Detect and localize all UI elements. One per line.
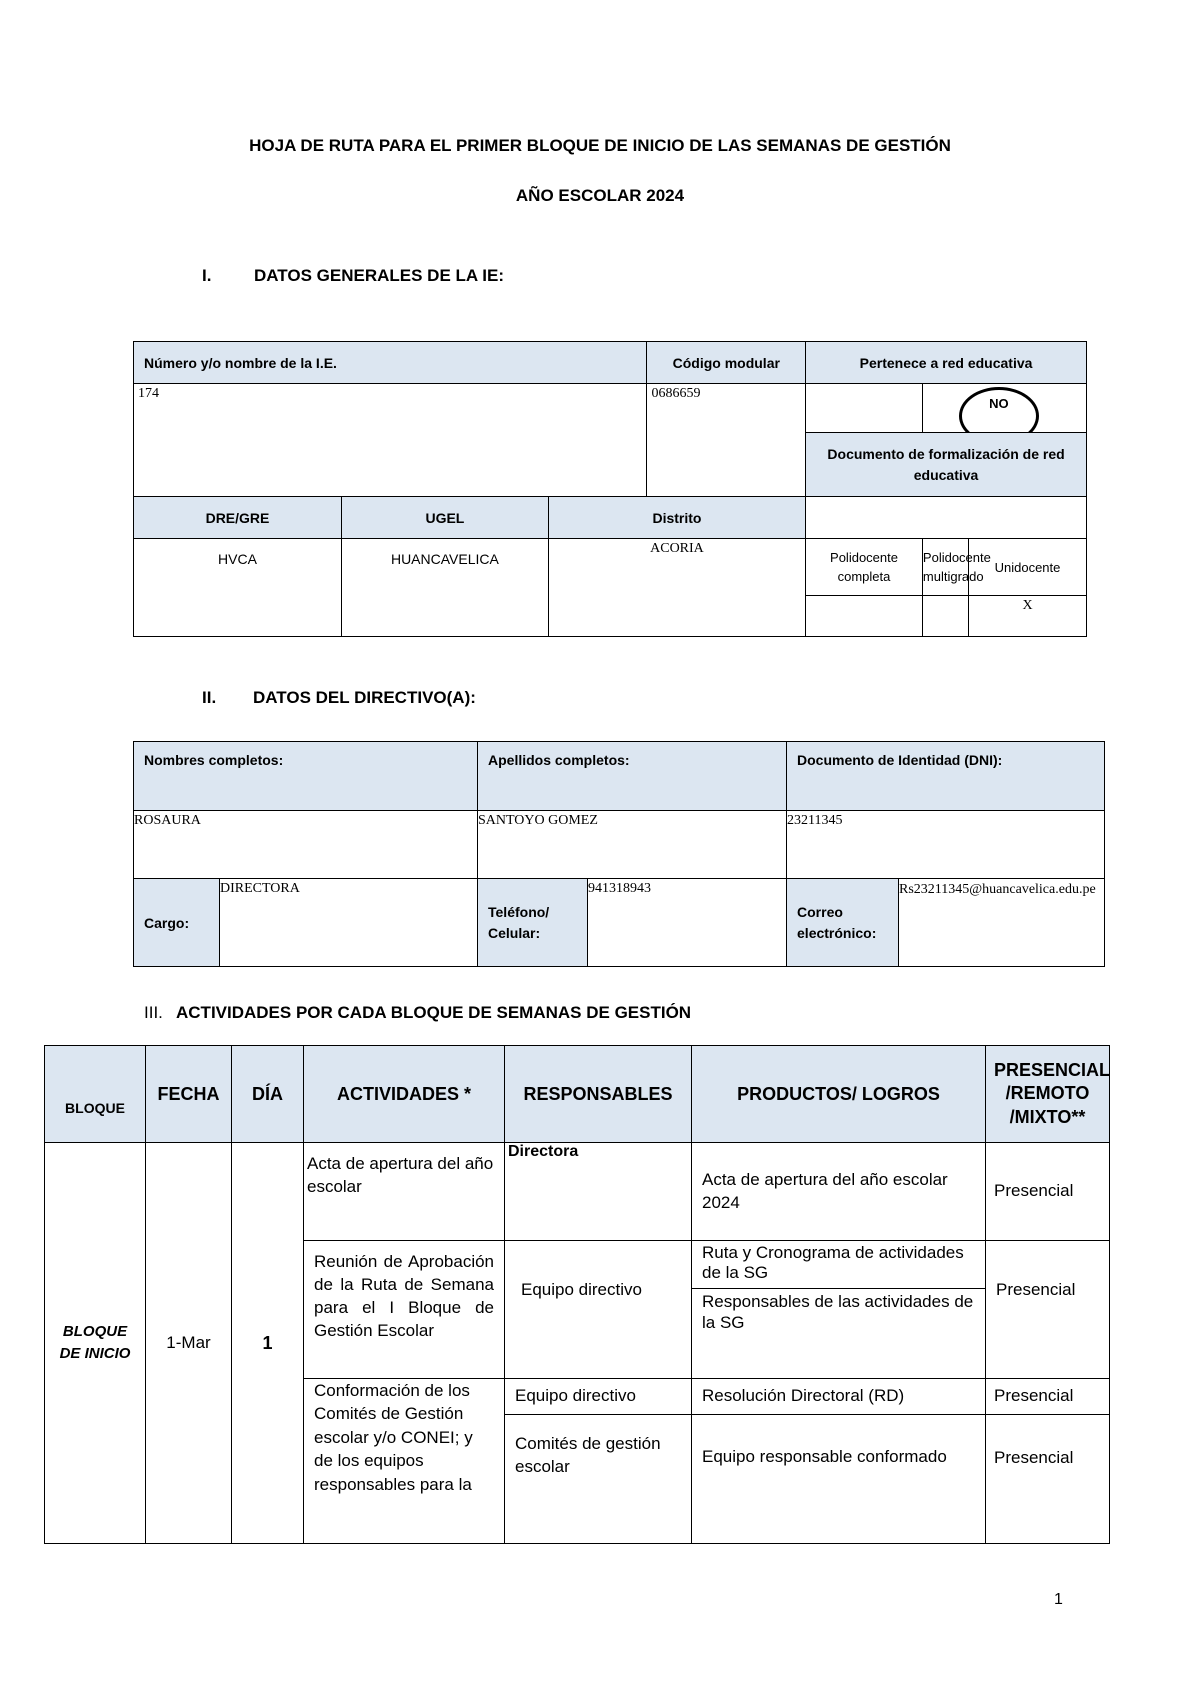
polidocente-multigrado-value [922,596,968,637]
ie-document-value [806,497,1087,539]
ie-name-value: 174 [134,384,647,497]
position-value: DIRECTORA [220,879,478,967]
activity-row2: Reunión de Aprobación de la Ruta de Semana para el I Bloque de Gestión Escolar [304,1241,505,1379]
section1-number: I. [202,266,212,285]
names-header: Nombres completos: [134,742,478,811]
date-column-header: FECHA [146,1046,232,1143]
ie-code-value: 0686659 [647,384,806,497]
names-value: ROSAURA [134,811,478,879]
surnames-header: Apellidos completos: [478,742,787,811]
modality-column-header: PRESENCIAL /REMOTO /MIXTO** [986,1046,1110,1143]
email-header-line1: Correo [797,904,843,921]
ugel-header: UGEL [341,497,548,539]
section2-title: DATOS DEL DIRECTIVO(A): [253,688,476,707]
ie-document-header: Documento de formalización de red educativa [806,433,1087,497]
phone-header [478,879,588,967]
dni-header: Documento de Identidad (DNI): [787,742,1105,811]
phone-header-line2: Celular: [488,924,541,941]
responsible-row2: Equipo directivo [505,1241,692,1379]
modality-row3b: Presencial [986,1415,1110,1544]
activities-table [44,1045,1110,1544]
document-title: HOJA DE RUTA PARA EL PRIMER BLOQUE DE INICIO DE LAS SEMANAS DE GESTIÓN [249,136,951,155]
section1-title: DATOS GENERALES DE LA IE: [254,266,504,285]
ie-network-no-cell [922,384,1086,433]
block-value: BLOQUE DE INICIO [45,1143,146,1544]
activity-row1: Acta de apertura del año escolar [304,1143,505,1241]
modality-row2: Presencial [986,1241,1110,1379]
phone-value: 941318943 [588,879,787,967]
email-header [787,879,899,967]
activity-row3-text: Conformación de los Comités de Gestión escolar y/o CONEI; y de los equipos responsables para la [314,1381,473,1494]
product-row3b: Equipo responsable conformado [692,1415,986,1544]
surnames-value: SANTOYO GOMEZ [478,811,787,879]
products-column-header: PRODUCTOS/ LOGROS [692,1046,986,1143]
responsible-row1: Directora [505,1143,692,1241]
ie-data-table [133,341,1087,637]
date-value: 1-Mar [146,1143,232,1544]
phone-header-line1: Teléfono/ [488,904,550,921]
unidocente-value: X [969,596,1087,637]
dre-value: HVCA [134,539,342,637]
polidocente-completa-header: Polidocente completa [806,539,923,596]
modality-row1: Presencial [986,1143,1110,1241]
dni-value: 23211345 [787,811,1105,879]
section3-title: ACTIVIDADES POR CADA BLOQUE DE SEMANAS DE GESTIÓN [176,1003,692,1022]
unidocente-header: Unidocente [969,539,1087,596]
day-value: 1 [232,1143,304,1544]
responsible-row3b: Comités de gestión escolar [505,1415,692,1544]
district-value: ACORIA [548,539,805,637]
dre-header: DRE/GRE [134,497,342,539]
product-row2a: Ruta y Cronograma de actividades de la SG [692,1241,986,1289]
ie-network-yes-cell [806,384,923,433]
document-subtitle: AÑO ESCOLAR 2024 [515,186,685,205]
position-header: Cargo: [134,879,220,967]
ie-code-header: Código modular [647,342,806,384]
ugel-value: HUANCAVELICA [341,539,548,637]
activities-column-header: ACTIVIDADES * [304,1046,505,1143]
ie-network-value: NO [989,396,1009,411]
product-row2b: Responsables de las actividades de la SG [692,1289,986,1379]
section3-number: III. [144,1003,163,1022]
director-data-table [133,741,1105,967]
day-column-header: DÍA [232,1046,304,1143]
block-column-header: BLOQUE [45,1046,146,1143]
email-header-line2: electrónico: [797,924,877,941]
responsible-row3a: Equipo directivo [505,1379,692,1415]
ie-network-header: Pertenece a red educativa [806,342,1087,384]
product-row1: Acta de apertura del año escolar 2024 [692,1143,986,1241]
section2-number: II. [202,688,217,707]
activity-row3 [304,1379,505,1544]
email-value: Rs23211345@huancavelica.edu.pe [899,879,1105,967]
modality-row3a: Presencial [986,1379,1110,1415]
product-row3a: Resolución Directoral (RD) [692,1379,986,1415]
polidocente-multigrado-header: Polidocente multigrado [922,539,968,596]
ie-name-header: Número y/o nombre de la I.E. [134,342,647,384]
responsibles-column-header: RESPONSABLES [505,1046,692,1143]
district-header: Distrito [548,497,805,539]
polidocente-completa-value [806,596,923,637]
page-number: 1 [1054,1591,1063,1608]
